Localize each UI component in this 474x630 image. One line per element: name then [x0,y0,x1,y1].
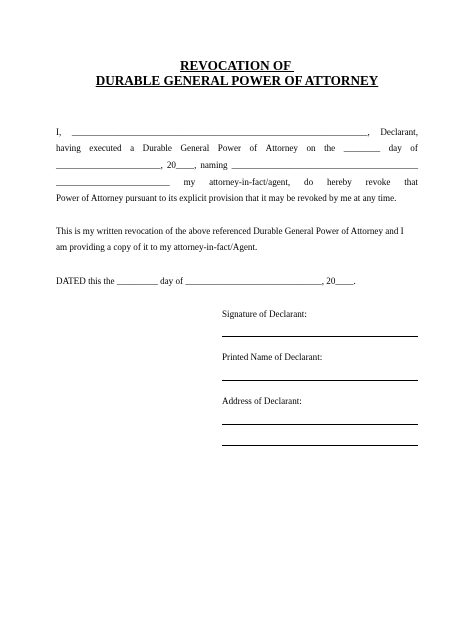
word: Declarant, [380,127,418,137]
execution-year-blank: 20____, [166,160,197,170]
paragraph-1-line-3 [56,159,418,171]
word: of [410,143,418,153]
word: hereby [327,177,352,187]
address-line-2 [222,445,418,446]
word: General [180,143,210,153]
agent-name-blank: _________________________________________ [231,160,418,170]
word: my [183,177,196,187]
paragraph-1-line-5: Power of Attorney pursuant to its explicit provision that it may be revoked by me at any time. [56,193,397,203]
word: I, [56,127,62,137]
address-label: Address of Declarant: [222,396,302,406]
paragraph-1-line-2 [56,142,418,154]
word: revoke [365,177,391,187]
paragraph-2-line-2: am providing a copy of it to my attorney-in-fact/Agent. [56,242,258,252]
word: attorney-in-fact/agent, [209,177,291,187]
word: that [404,177,418,187]
document-title-line-1: REVOCATION OF [179,58,295,73]
word: Power [217,143,242,153]
address-line-1 [222,424,418,425]
signature-label: Signature of Declarant: [222,309,307,319]
agent-name-blank-continued: _________________________ [56,177,170,187]
paragraph-1-line-4 [56,176,418,188]
word: having [56,143,81,153]
execution-day-blank: ________ [343,143,381,153]
printed-name-line [222,380,418,381]
word: do [304,177,314,187]
word: on [306,143,316,153]
word: naming [200,160,228,170]
declarant-name-blank: _________________________________________________________________, [71,127,370,137]
paragraph-1-line-1 [56,126,418,138]
word: Durable [142,143,172,153]
word: day [388,143,402,153]
word: executed [89,143,122,153]
word: Attorney [265,143,298,153]
dated-line: DATED this the _________ day of ______________________________, 20____. [56,276,356,286]
paragraph-2-line-1: This is my written revocation of the above referenced Durable General Power of Attorney and I [56,226,404,236]
word: the [324,143,336,153]
execution-month-blank: _______________________, [56,160,163,170]
word: of [249,143,258,153]
printed-name-label: Printed Name of Declarant: [222,352,323,362]
signature-line [222,336,418,337]
word: a [130,143,135,153]
document-title-line-2: DURABLE GENERAL POWER OF ATTORNEY [95,73,379,88]
